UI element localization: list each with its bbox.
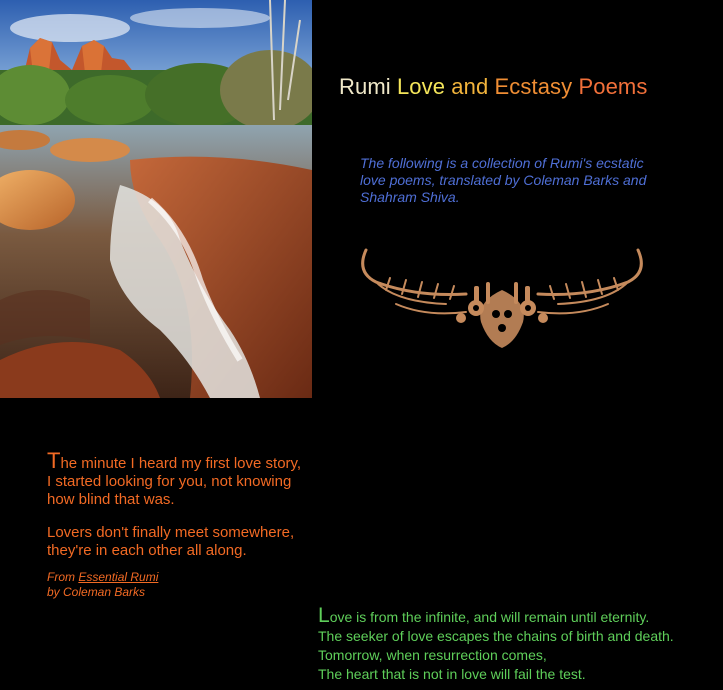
credit-prefix: From (47, 570, 79, 584)
poem2-line-3: Tomorrow, when resurrection comes, (318, 647, 547, 663)
credit-author: by Coleman Barks (47, 585, 146, 599)
intro-text: The following is a collection of Rumi's ecstatic love poems, translated by Coleman Barks and Shahram Shiva. (360, 155, 647, 205)
poem1-stanza1 (47, 448, 347, 509)
poem1-line3: how blind that was. (47, 491, 175, 508)
poem2-line1: ove is from the infinite, and will remain until eternity. (329, 609, 650, 625)
poem1-stanza2 (47, 524, 347, 560)
poem2-line-1 (318, 606, 723, 627)
title-word-poems: Poems (578, 74, 648, 99)
poem-love-infinite (318, 606, 723, 684)
poem1-line2: I started looking for you, not knowing (47, 473, 292, 490)
arabic-calligraphy-ornament (356, 242, 648, 354)
poem1-line1: he minute I heard my first love story, (60, 455, 302, 472)
poem2-line-4: The heart that is not in love will fail the test. (318, 666, 586, 682)
poem1-line5: they're in each other all along. (47, 542, 247, 559)
poem1-credit (47, 570, 347, 600)
title-word-love: Love (396, 74, 446, 99)
red-rock-river-photo (0, 0, 312, 398)
poem-first-love-story (47, 448, 347, 600)
poem2-line-2: The seeker of love escapes the chains of birth and death. (318, 628, 674, 644)
title-word-ecstasy: Ecstasy (494, 74, 573, 99)
page-title (339, 74, 647, 100)
essential-rumi-link[interactable]: Essential Rumi (78, 570, 159, 584)
poem1-line4: Lovers don't finally meet somewhere, (47, 524, 295, 541)
title-word-and: and (451, 74, 489, 99)
poem1-dropcap: T (47, 448, 61, 473)
poem2-dropcap: L (318, 604, 330, 627)
title-word-rumi: Rumi (339, 74, 391, 99)
